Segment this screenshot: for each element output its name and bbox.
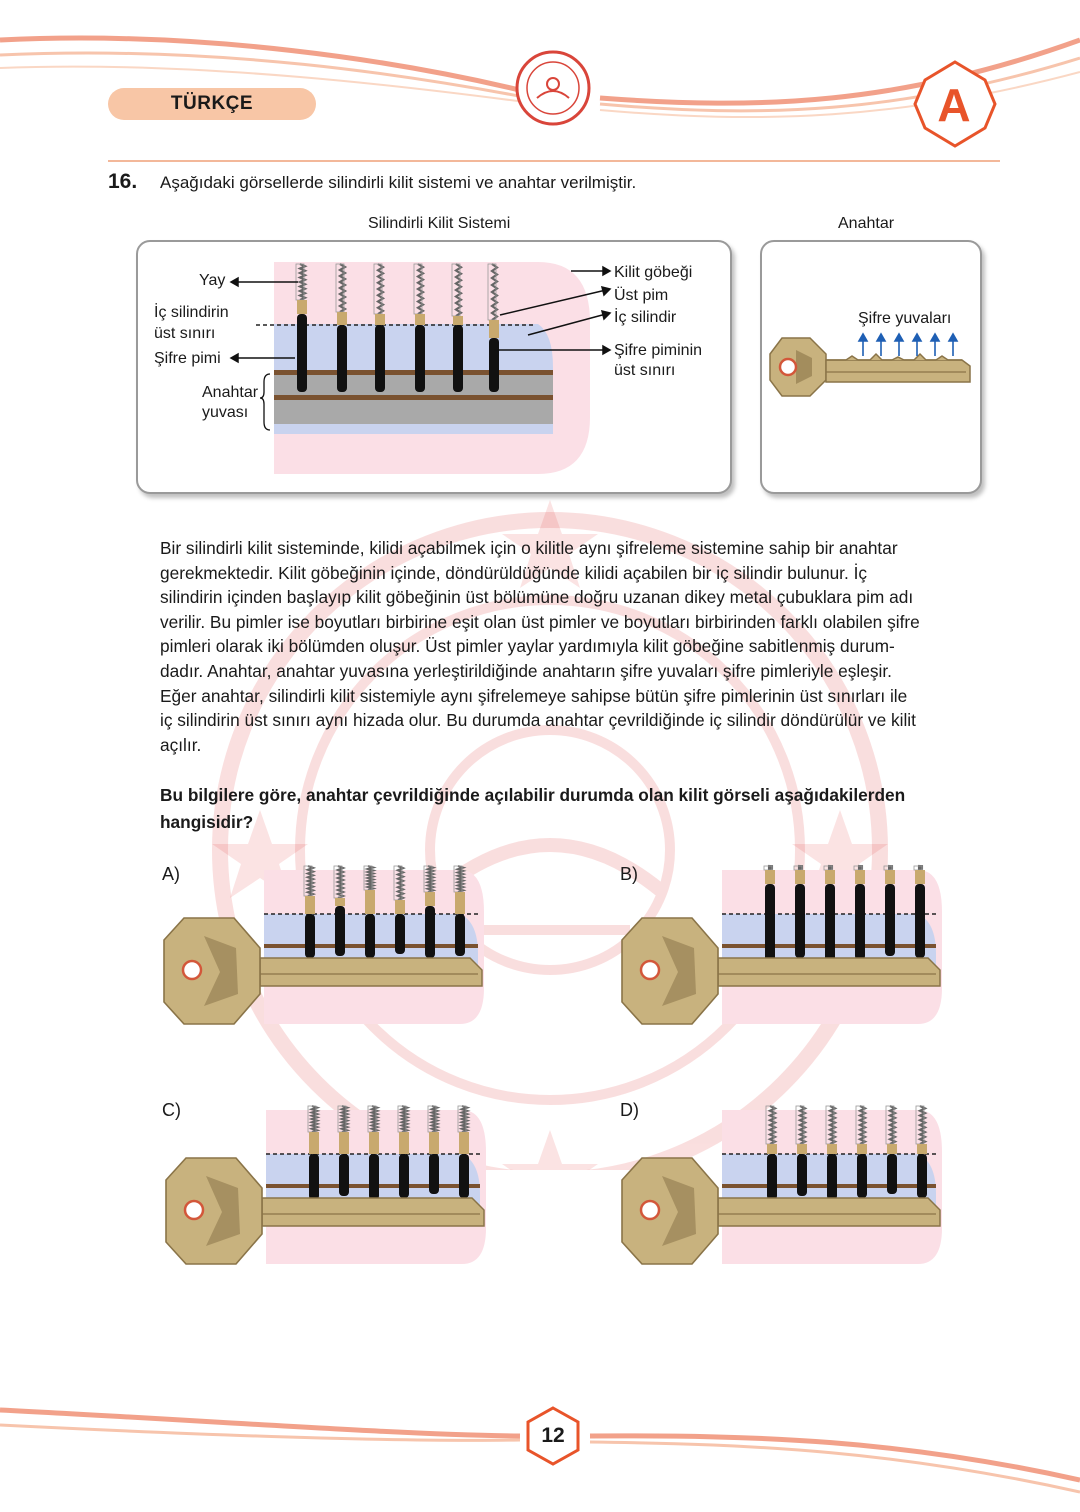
brown-stripe-lower [274, 395, 553, 400]
label-plug-body: Kilit göbeği [614, 264, 693, 281]
paragraph-line: silindirin içinden başlayıp kilit göbeğinin üst bölümüne doğru uzanan dikey metal çubuklara pim adı [160, 587, 914, 608]
key-blade [718, 1198, 940, 1226]
key-blade [826, 360, 970, 382]
option-a-label[interactable]: A) [162, 864, 180, 884]
option-pin [794, 866, 805, 958]
question-number: 16. [108, 170, 138, 193]
label-code-pin: Şifre pimi [154, 350, 221, 367]
option-b-label[interactable]: B) [620, 864, 638, 884]
key-head [622, 1158, 718, 1264]
option-d-figure[interactable] [618, 1102, 978, 1270]
paragraph-line: dadır. Anahtar, anahtar yuvasına yerleştirildiğinde anahtarın şifre yuvaları şifre pimleriyle eşleşir. [160, 660, 892, 681]
question-stem-line: hangisidir? [160, 812, 254, 832]
key-blade [262, 1198, 484, 1226]
header-decoration [0, 0, 1080, 160]
booklet-letter: A [937, 79, 971, 131]
option-a-figure[interactable] [160, 862, 520, 1030]
paragraph-line: iç silindirin üst sınırı aynı hizada olur. Bu durumda anahtar çevrildiğinde iç silindir döndürülür ve kilit [160, 710, 916, 731]
brown-stripe-upper [274, 370, 553, 375]
option-c-label[interactable]: C) [162, 1100, 181, 1120]
paragraph-line: pimleri olarak iki bölümden oluşur. Üst pimler yaylar yardımıyla kilit göbeğine sabitlenmiş durum- [160, 636, 895, 657]
key-diagram [762, 242, 980, 492]
key-head [770, 338, 826, 396]
paragraph-line: gerekmektedir. Kilit göbeğinin içinde, döndürüldüğünde kilidi açabilen bir iç silindir bulunur. İç [160, 562, 868, 583]
paragraph-line: açılır. [160, 734, 202, 755]
key-head [622, 918, 718, 1024]
paragraph-line: verilir. Bu pimler ise boyutları birbirine eşit olan üst pimler ve boyutları birbirinden farklı olabilen şifre [160, 611, 920, 632]
label-keyway-2: yuvası [202, 404, 249, 421]
question-intro: Aşağıdaki görsellerde silindirli kilit sistemi ve anahtar verilmiştir. [160, 173, 637, 192]
page-number: 12 [541, 1424, 565, 1447]
option-d-label[interactable]: D) [620, 1100, 639, 1120]
key-figure-panel [760, 240, 982, 494]
question-stem-line: Bu bilgilere göre, anahtar çevrildiğinde açılabilir durumda olan kilit görseli aşağıdakilerden [160, 785, 906, 805]
keyway-gray-bottom [274, 400, 553, 424]
paragraph-line: Eğer anahtar, silindirli kilit sistemiyle aynı şifrelemeye sahipse bütün şifre pimlerinin üst sınırları ile [160, 685, 908, 706]
key-head [164, 918, 260, 1024]
ministry-seal [517, 52, 589, 124]
option-c-figure[interactable] [162, 1102, 522, 1270]
keyway-gray-top [274, 375, 553, 395]
label-inner-cylinder: İç silindir [614, 309, 677, 326]
header-divider [108, 160, 1000, 162]
label-pin-top-2: üst sınırı [614, 362, 676, 379]
label-upper-pin: Üst pim [614, 287, 669, 304]
lock-figure-caption: Silindirli Kilit Sistemi [368, 215, 511, 232]
label-pin-top-1: Şifre piminin [614, 342, 703, 359]
key-figure-caption: Anahtar [838, 215, 895, 232]
key-cuts [826, 354, 962, 360]
option-pin [914, 866, 925, 958]
label-code-slots: Şifre yuvaları [858, 310, 952, 327]
label-keyway-1: Anahtar [202, 384, 259, 401]
subject-badge: TÜRKÇE [108, 88, 316, 120]
option-b-figure[interactable] [618, 862, 978, 1030]
option-pin [884, 866, 895, 956]
lock-figure-panel [136, 240, 732, 494]
label-inner-top-1: İç silindirin [154, 304, 229, 321]
label-spring: Yay [199, 272, 226, 289]
option-pin [824, 866, 835, 962]
inner-cylinder-bottom [274, 424, 553, 434]
key-blade [260, 958, 482, 986]
label-inner-top-2: üst sınırı [154, 325, 216, 342]
option-pin [854, 866, 865, 960]
key-head [166, 1158, 262, 1264]
option-pin [764, 866, 775, 962]
info-paragraph [160, 536, 1005, 757]
paragraph-line: Bir silindirli kilit sisteminde, kilidi açabilmek için o kilitle aynı şifreleme sistemine sahip bir anahtar [160, 538, 898, 558]
code-slot-arrows [859, 334, 957, 356]
key-blade [718, 958, 940, 986]
keyway-brace [260, 374, 270, 430]
question-stem [160, 782, 980, 836]
